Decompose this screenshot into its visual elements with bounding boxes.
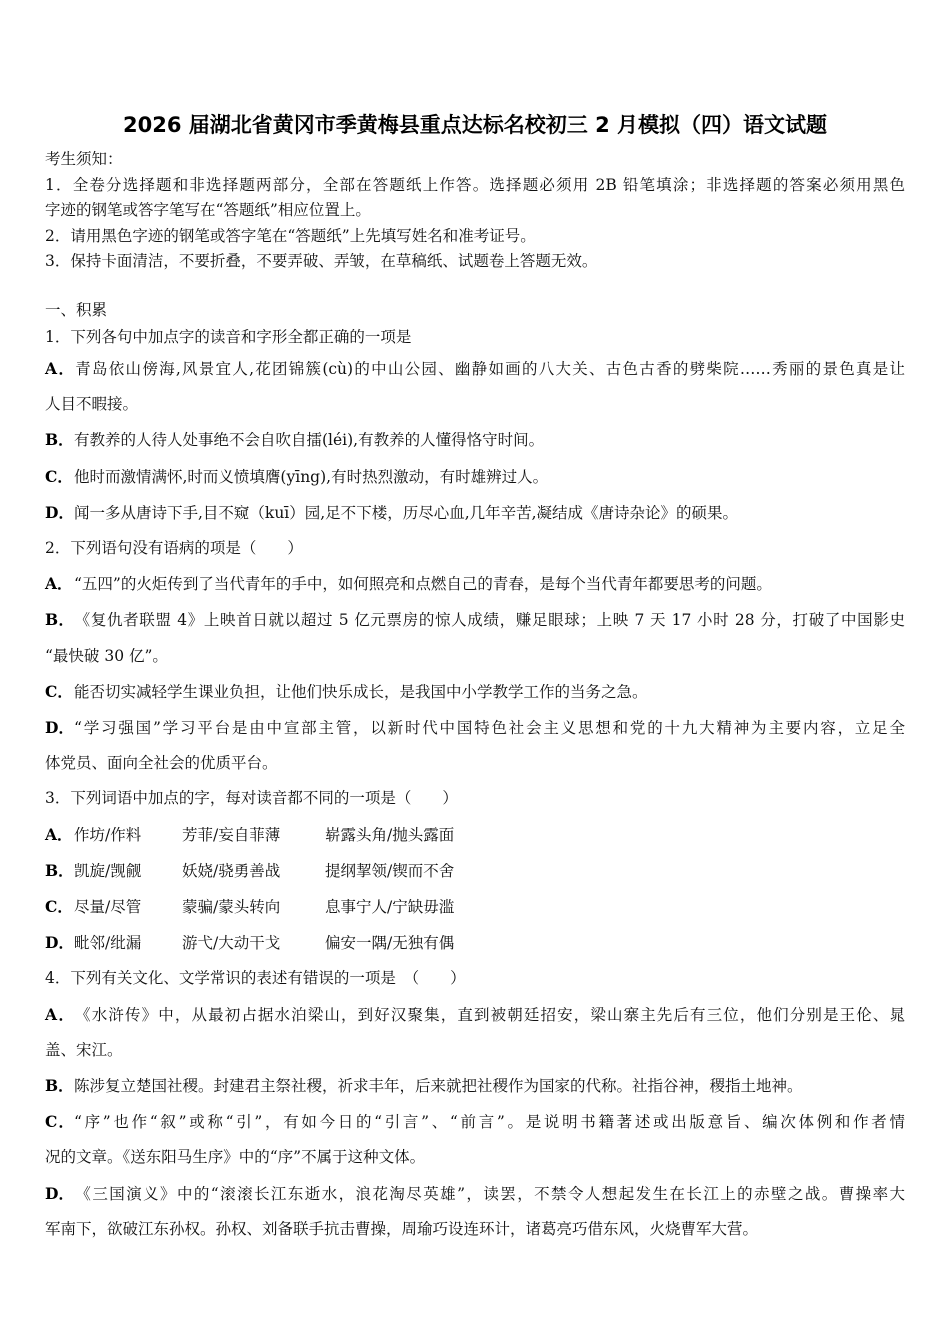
- option-text: 《复仇者联盟 4》上映首日就以超过 5 亿元票房的惊人成绩，赚足眼球；上映 7 天 17 小时 28 分，打破了中国影史: [74, 611, 905, 630]
- question-3-option-a: [45, 817, 905, 853]
- section-heading: 一、积累: [45, 301, 108, 319]
- option-text: 闻一多从唐诗下手,目不窥（kuī）园,足不下楼，历尽心血,几年辛苦,凝结成《唐诗杂论》的硕果。: [74, 503, 739, 522]
- option-letter: A．: [45, 359, 74, 378]
- word-pair: 蒙骗/蒙头转向: [182, 898, 281, 917]
- question-1: [45, 323, 905, 531]
- notice-item-1-line-2: 字迹的钢笔或答字笔写在“答题纸”相应位置上。: [45, 201, 371, 219]
- option-text: 能否切实减轻学生课业负担，让他们快乐成长，是我国中小学教学工作的当务之急。: [74, 682, 648, 701]
- option-text: 青岛依山傍海,风景宜人,花团锦簇(cù)的中山公园、幽静如画的八大关、古色古香的劈柴院……秀丽的景色真是让: [74, 360, 905, 378]
- option-text: 《三国演义》中的“滚滚长江东逝水，浪花淘尽英雄”，读罢，不禁令人想起发生在长江上的赤壁之战。曹操率大: [74, 1184, 905, 1203]
- question-4-option-b: [45, 1068, 905, 1104]
- question-3-stem: 3．下列词语中加点的字，每对读音都不同的一项是（ ）: [45, 789, 458, 808]
- word-pair: 作坊/作料: [74, 825, 142, 844]
- option-letter: C．: [45, 681, 73, 701]
- question-4-option-c-line-2: 况的文章。《送东阳马生序》中的“序”不属于这种文体。: [45, 1148, 426, 1167]
- notice-heading: 考生须知：: [45, 150, 123, 168]
- option-letter: C．: [45, 466, 73, 486]
- option-text: “五四”的火炬传到了当代青年的手中，如何照亮和点燃自己的青春，是每个当代青年都要思考的问题。: [74, 575, 772, 594]
- question-3: [45, 781, 905, 961]
- option-letter: D．: [45, 502, 74, 522]
- option-text: “学习强国”学习平台是由中宣部主管，以新时代中国特色社会主义思想和党的十九大精神为主要内容，立足全: [74, 719, 905, 738]
- notice-item-1-line-1: 1．全卷分选择题和非选择题两部分，全部在答题纸上作答。选择题必须用 2B 铅笔填涂；非选择题的答案必须用黑色: [45, 175, 905, 194]
- question-4-option-d: [45, 1176, 905, 1212]
- option-letter: D．: [45, 718, 74, 738]
- option-letter: C．: [45, 1112, 74, 1132]
- question-3-option-c: [45, 889, 905, 925]
- option-text: 陈涉复立楚国社稷。封建君主祭社稷，祈求丰年，后来就把社稷作为国家的代称。社指谷神，稷指土地神。: [74, 1077, 803, 1096]
- option-letter: C．: [45, 897, 73, 917]
- word-pair: 游弋/大动干戈: [182, 934, 281, 953]
- question-2-option-d: [45, 710, 905, 746]
- notice-item-2: 2．请用黑色字迹的钢笔或答字笔在“答题纸”上先填写姓名和准考证号。: [45, 226, 536, 245]
- question-3-option-b: [45, 853, 905, 889]
- question-2-option-a: [45, 566, 905, 602]
- option-letter: A．: [45, 1004, 74, 1024]
- option-letter: B．: [45, 430, 74, 450]
- question-1-option-a: [45, 351, 905, 387]
- question-2: [45, 531, 905, 781]
- option-text: 《水浒传》中，从最初占据水泊梁山，到好汉聚集，直到被朝廷招安，梁山寨主先后有三位，他们分别是王伦、晁: [74, 1005, 905, 1024]
- word-pair: 毗邻/纰漏: [74, 934, 142, 953]
- option-letter: A．: [45, 824, 73, 844]
- word-pair: 息事宁人/宁缺毋滥: [325, 898, 455, 917]
- question-4: [45, 961, 905, 1247]
- option-letter: B．: [45, 860, 74, 880]
- candidate-notice: [45, 147, 905, 275]
- word-pair: 芳菲/妄自菲薄: [182, 825, 281, 844]
- question-2-option-c: [45, 674, 905, 710]
- question-4-stem: 4．下列有关文化、文学常识的表述有错误的一项是 （ ）: [45, 969, 466, 988]
- question-4-option-d-line-2: 军南下，欲破江东孙权。孙权、刘备联手抗击曹操，周瑜巧设连环计，诸葛亮巧借东风，火烧曹军大营。: [45, 1219, 759, 1238]
- question-4-option-a: [45, 997, 905, 1033]
- question-2-option-d-line-2: 体党员、面向全社会的优质平台。: [45, 754, 278, 773]
- question-1-option-d: [45, 495, 905, 531]
- page-title: 2026 届湖北省黄冈市季黄梅县重点达标名校初三 2 月模拟（四）语文试题: [123, 113, 827, 137]
- option-letter: A．: [45, 574, 73, 594]
- question-2-stem: 2．下列语句没有语病的项是（ ）: [45, 539, 303, 558]
- word-pair: 崭露头角/抛头露面: [325, 825, 455, 844]
- word-pair: 提纲挈领/锲而不舍: [325, 861, 455, 880]
- question-2-option-b-line-2: “最快破 30 亿”。: [45, 646, 168, 665]
- question-1-stem: 1．下列各句中加点字的读音和字形全都正确的一项是: [45, 328, 412, 346]
- notice-item-3: 3．保持卡面清洁，不要折叠，不要弄破、弄皱，在草稿纸、试题卷上答题无效。: [45, 252, 598, 270]
- question-4-option-c: [45, 1104, 905, 1140]
- option-text: 他时而激情满怀,时而义愤填膺(yīng),有时热烈激动，有时雄辨过人。: [74, 467, 549, 486]
- word-pair: 尽量/尽管: [74, 898, 142, 917]
- question-4-option-a-line-2: 盖、宋江。: [45, 1040, 123, 1059]
- question-3-option-d: [45, 925, 905, 961]
- word-pair: 偏安一隅/无独有偶: [325, 934, 455, 953]
- question-1-option-a-line-2: 人目不暇接。: [45, 395, 139, 414]
- question-1-option-c: [45, 459, 905, 495]
- option-letter: B．: [45, 610, 74, 630]
- option-letter: B．: [45, 1076, 74, 1096]
- word-pair: 凯旋/觊觎: [74, 861, 142, 880]
- option-letter: D．: [45, 1183, 74, 1203]
- option-letter: D．: [45, 933, 74, 953]
- question-list: [45, 323, 905, 1247]
- word-pair: 妖娆/骁勇善战: [182, 861, 281, 880]
- question-2-option-b: [45, 602, 905, 638]
- option-text: “序”也作“叙”或称“引”，有如今日的“引言”、“前言”。是说明书籍著述或出版意旨、编次体例和作者情: [74, 1113, 905, 1132]
- question-1-option-b: [45, 422, 905, 458]
- option-text: 有教养的人待人处事绝不会自吹自擂(léi),有教养的人懂得恪守时间。: [74, 431, 545, 450]
